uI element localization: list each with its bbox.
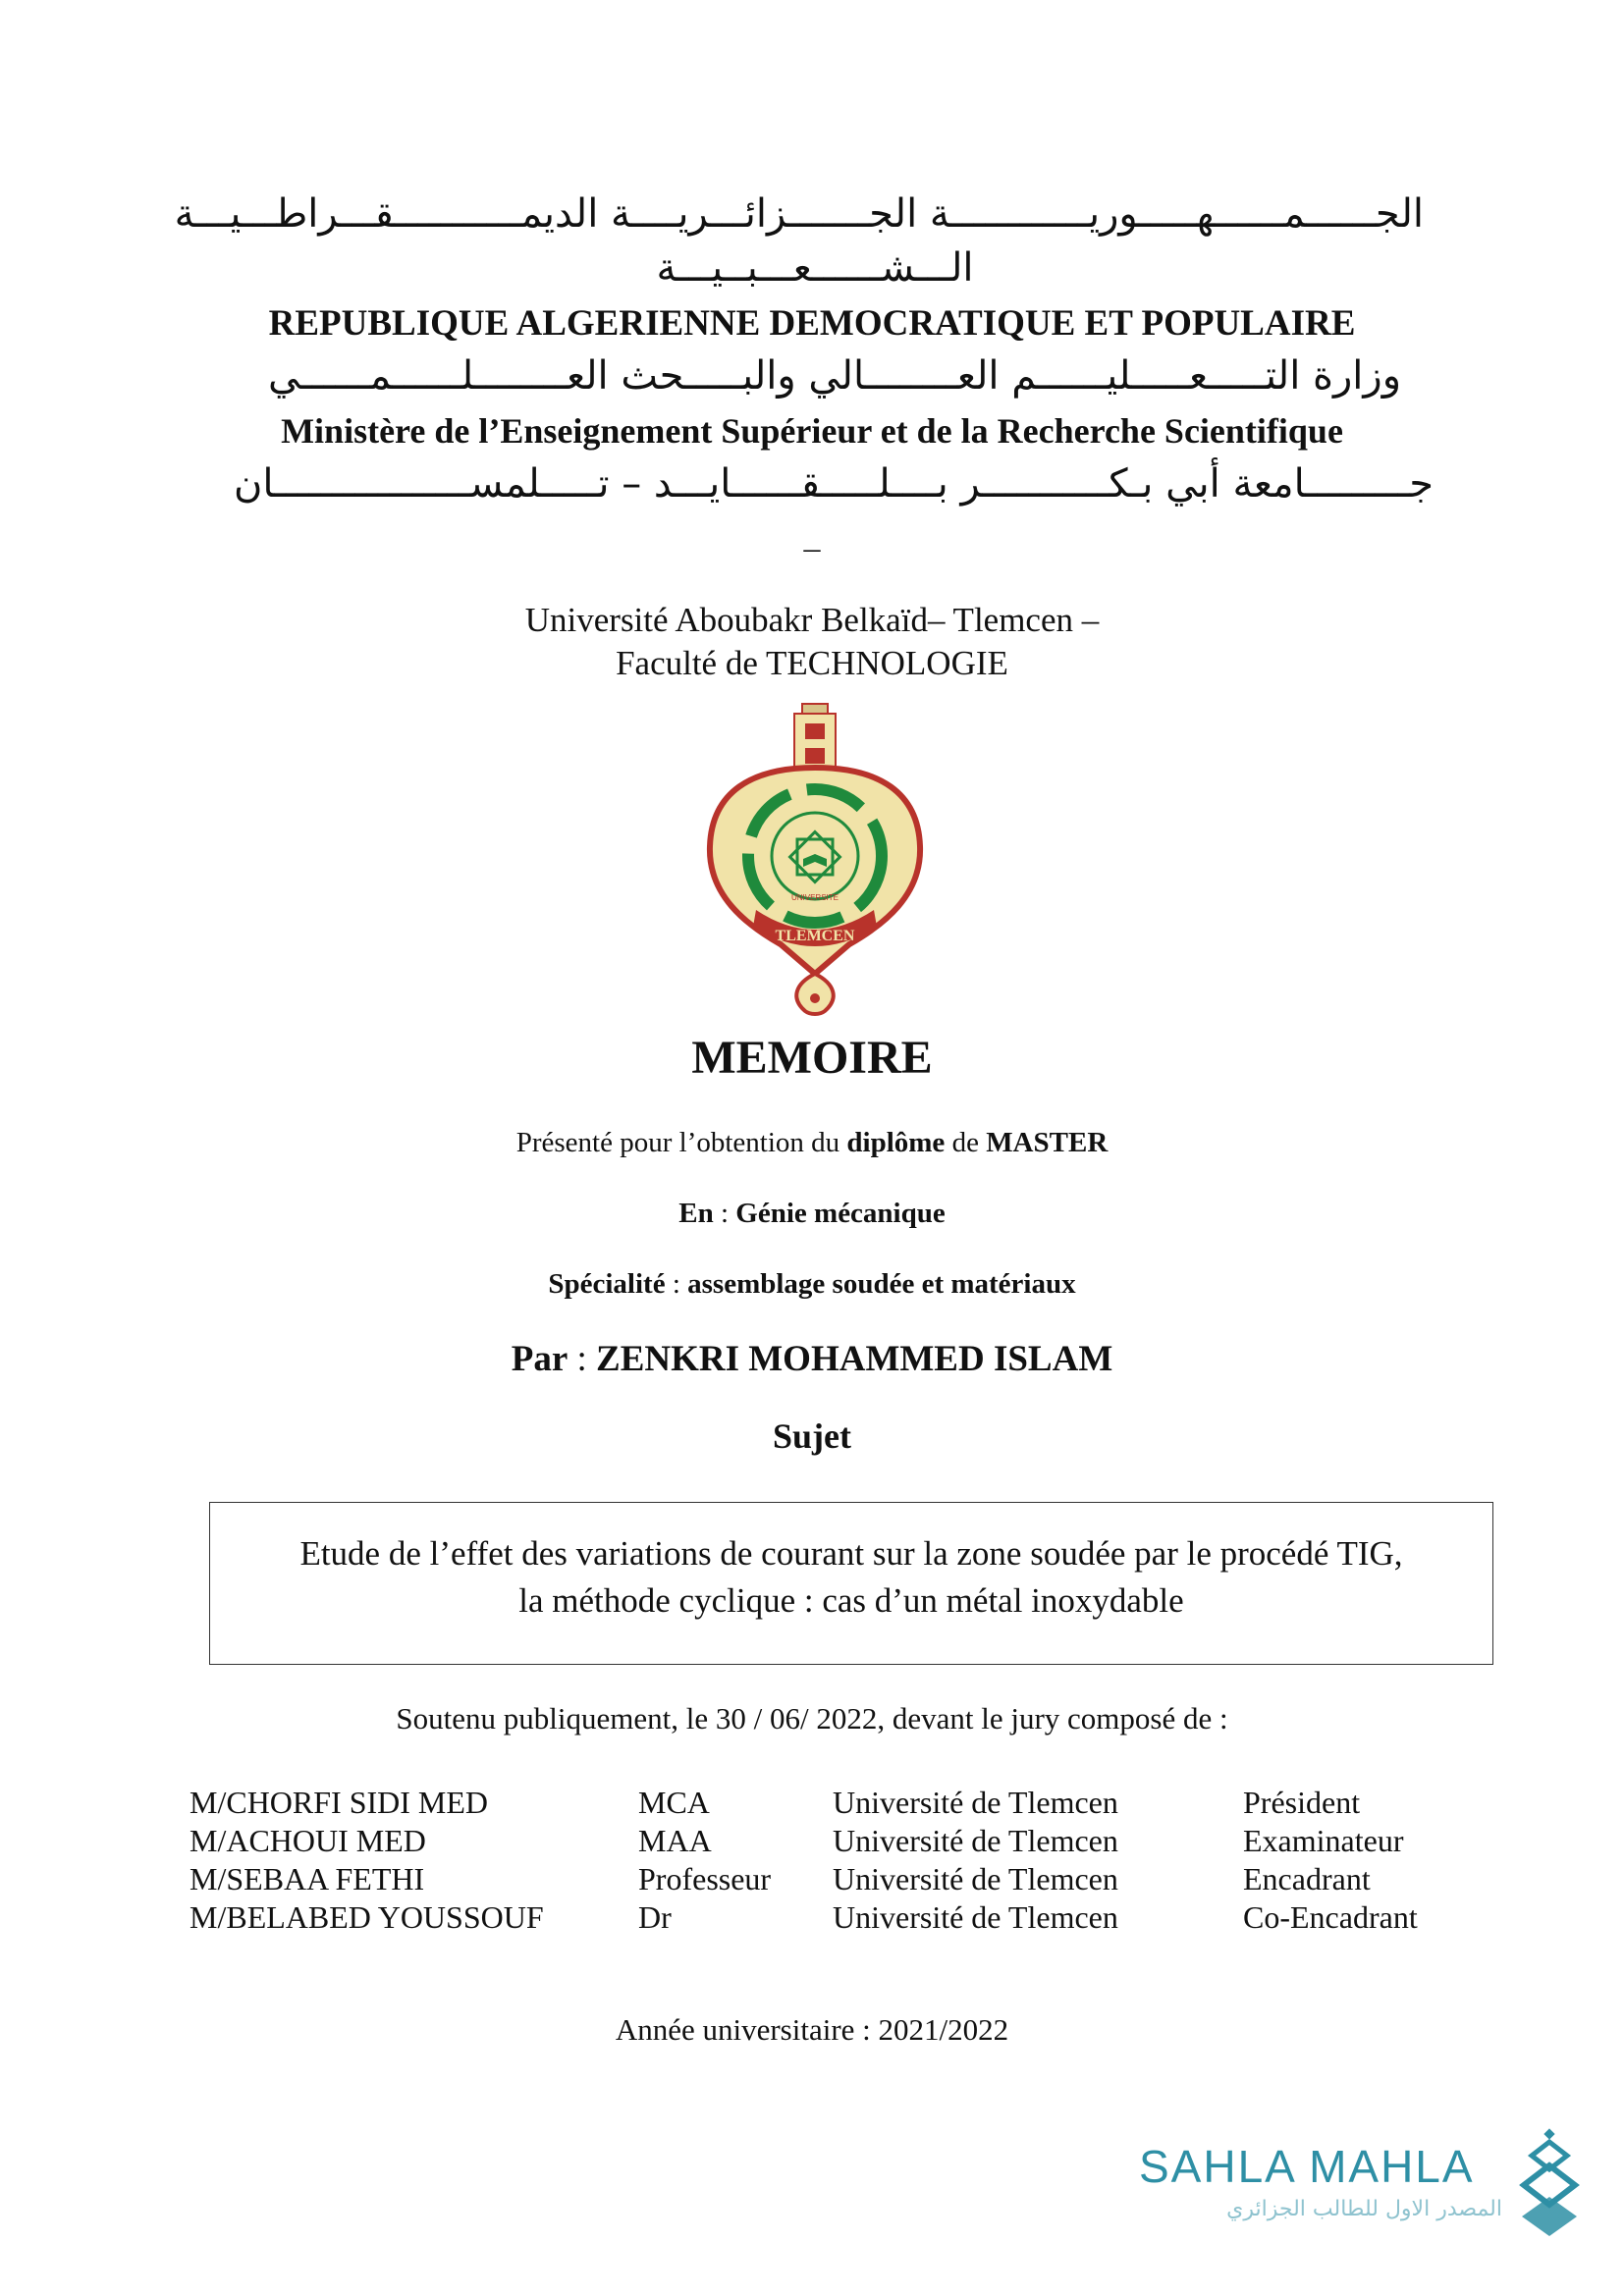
university-logo [692,699,938,1023]
subject-line2: la méthode cyclique : cas d’un métal inoxydable [518,1581,1184,1620]
jury-name: M/BELABED YOUSSOUF [189,1899,544,1935]
jury-role: Encadrant [1243,1861,1371,1896]
jury-institution: Université de Tlemcen [833,1785,1118,1820]
document-title: MEMOIRE [691,1032,933,1084]
subject-box [209,1502,1493,1665]
jury-row [0,1823,1624,1860]
arabic-republic-line1: الجــــــمــــــهـــــوريــــــــــــة الجـــــــزائـــريــــة الديمـــــــــــقـــراطـــيـــة [174,191,1424,237]
author-sep: : [576,1339,587,1379]
subject-line1: Etude de l’effet des variations de courant sur la zone soudée par le procédé TIG, [299,1534,1403,1573]
university-name: Université Aboubakr Belkaïd– Tlemcen – [524,601,1100,639]
field-line [0,1198,1624,1230]
jury-grade: MCA [638,1785,710,1820]
arabic-university-line2: – [803,530,821,566]
jury-name: M/CHORFI SIDI MED [189,1785,489,1820]
presented-line [0,1127,1624,1159]
book-icon [790,832,840,882]
jury-institution: Université de Tlemcen [833,1899,1118,1935]
logo-small-text: UNIVERSITE [790,893,839,902]
jury-institution: Université de Tlemcen [833,1823,1118,1858]
academic-year: Année universitaire : 2021/2022 [615,2012,1009,2047]
watermark-brand: SAHLA MAHLA [1139,2141,1475,2192]
arabic-ministry: وزارة التـــــعـــــليــــــم العــــــــالي والبـــــحث العــــــــلــــــمــــــي [267,353,1402,399]
jury-grade: Professeur [638,1861,772,1896]
author-name: ZENKRI MOHAMMED ISLAM [596,1339,1113,1379]
jury-row [0,1861,1624,1898]
presented-middle: de [951,1127,979,1158]
field-sep: : [720,1198,730,1229]
field-value: Génie mécanique [735,1198,946,1229]
diploma-word: diplôme [846,1127,946,1158]
arabic-republic-line2: الـــشــــــعـــبــيـــة [656,245,974,291]
watermark-tagline: المصدر الاول للطالب الجزائري [1226,2197,1502,2221]
speciality-value: assemblage soudée et matériaux [687,1268,1076,1300]
arabic-university-line1: جـــــــــامعة أبي بـكـــــــــــر بــــلـــــقــــــايـــد – تـــــلمســـــــــــــــــان [233,461,1434,507]
jury-role: Président [1243,1785,1361,1820]
logo-banner-text: TLEMCEN [775,928,855,944]
speciality-label: Spécialité [548,1268,666,1300]
republic-title: REPUBLIQUE ALGERIENNE DEMOCRATIQUE ET POPULAIRE [268,303,1356,344]
jury-grade: Dr [638,1899,672,1935]
speciality-line [0,1268,1624,1301]
jury-institution: Université de Tlemcen [833,1861,1118,1896]
jury-row [0,1785,1624,1822]
jury-name: M/SEBAA FETHI [189,1861,425,1896]
speciality-sep: : [672,1268,680,1300]
presented-prefix: Présenté pour l’obtention du [515,1127,840,1158]
defense-statement: Soutenu publiquement, le 30 / 06/ 2022, devant le jury composé de : [396,1701,1228,1735]
sahla-mahla-logo-icon [1514,2126,1583,2244]
subject-label: Sujet [773,1416,851,1456]
minaret-icon [794,704,836,773]
jury-row [0,1899,1624,1937]
jury-grade: MAA [638,1823,712,1858]
faculty-name: Faculté de TECHNOLOGIE [616,644,1008,682]
degree-name: MASTER [986,1127,1109,1158]
jury-name: M/ACHOUI MED [189,1823,426,1858]
jury-role: Co-Encadrant [1243,1899,1418,1935]
jury-role: Examinateur [1243,1823,1404,1858]
ministry-title: Ministère de l’Enseignement Supérieur et de la Recherche Scientifique [281,411,1343,451]
author-label: Par [511,1339,568,1379]
sahla-mahla-watermark[interactable] [1139,2140,1591,2258]
author-line [0,1338,1624,1380]
field-label: En [678,1198,714,1229]
